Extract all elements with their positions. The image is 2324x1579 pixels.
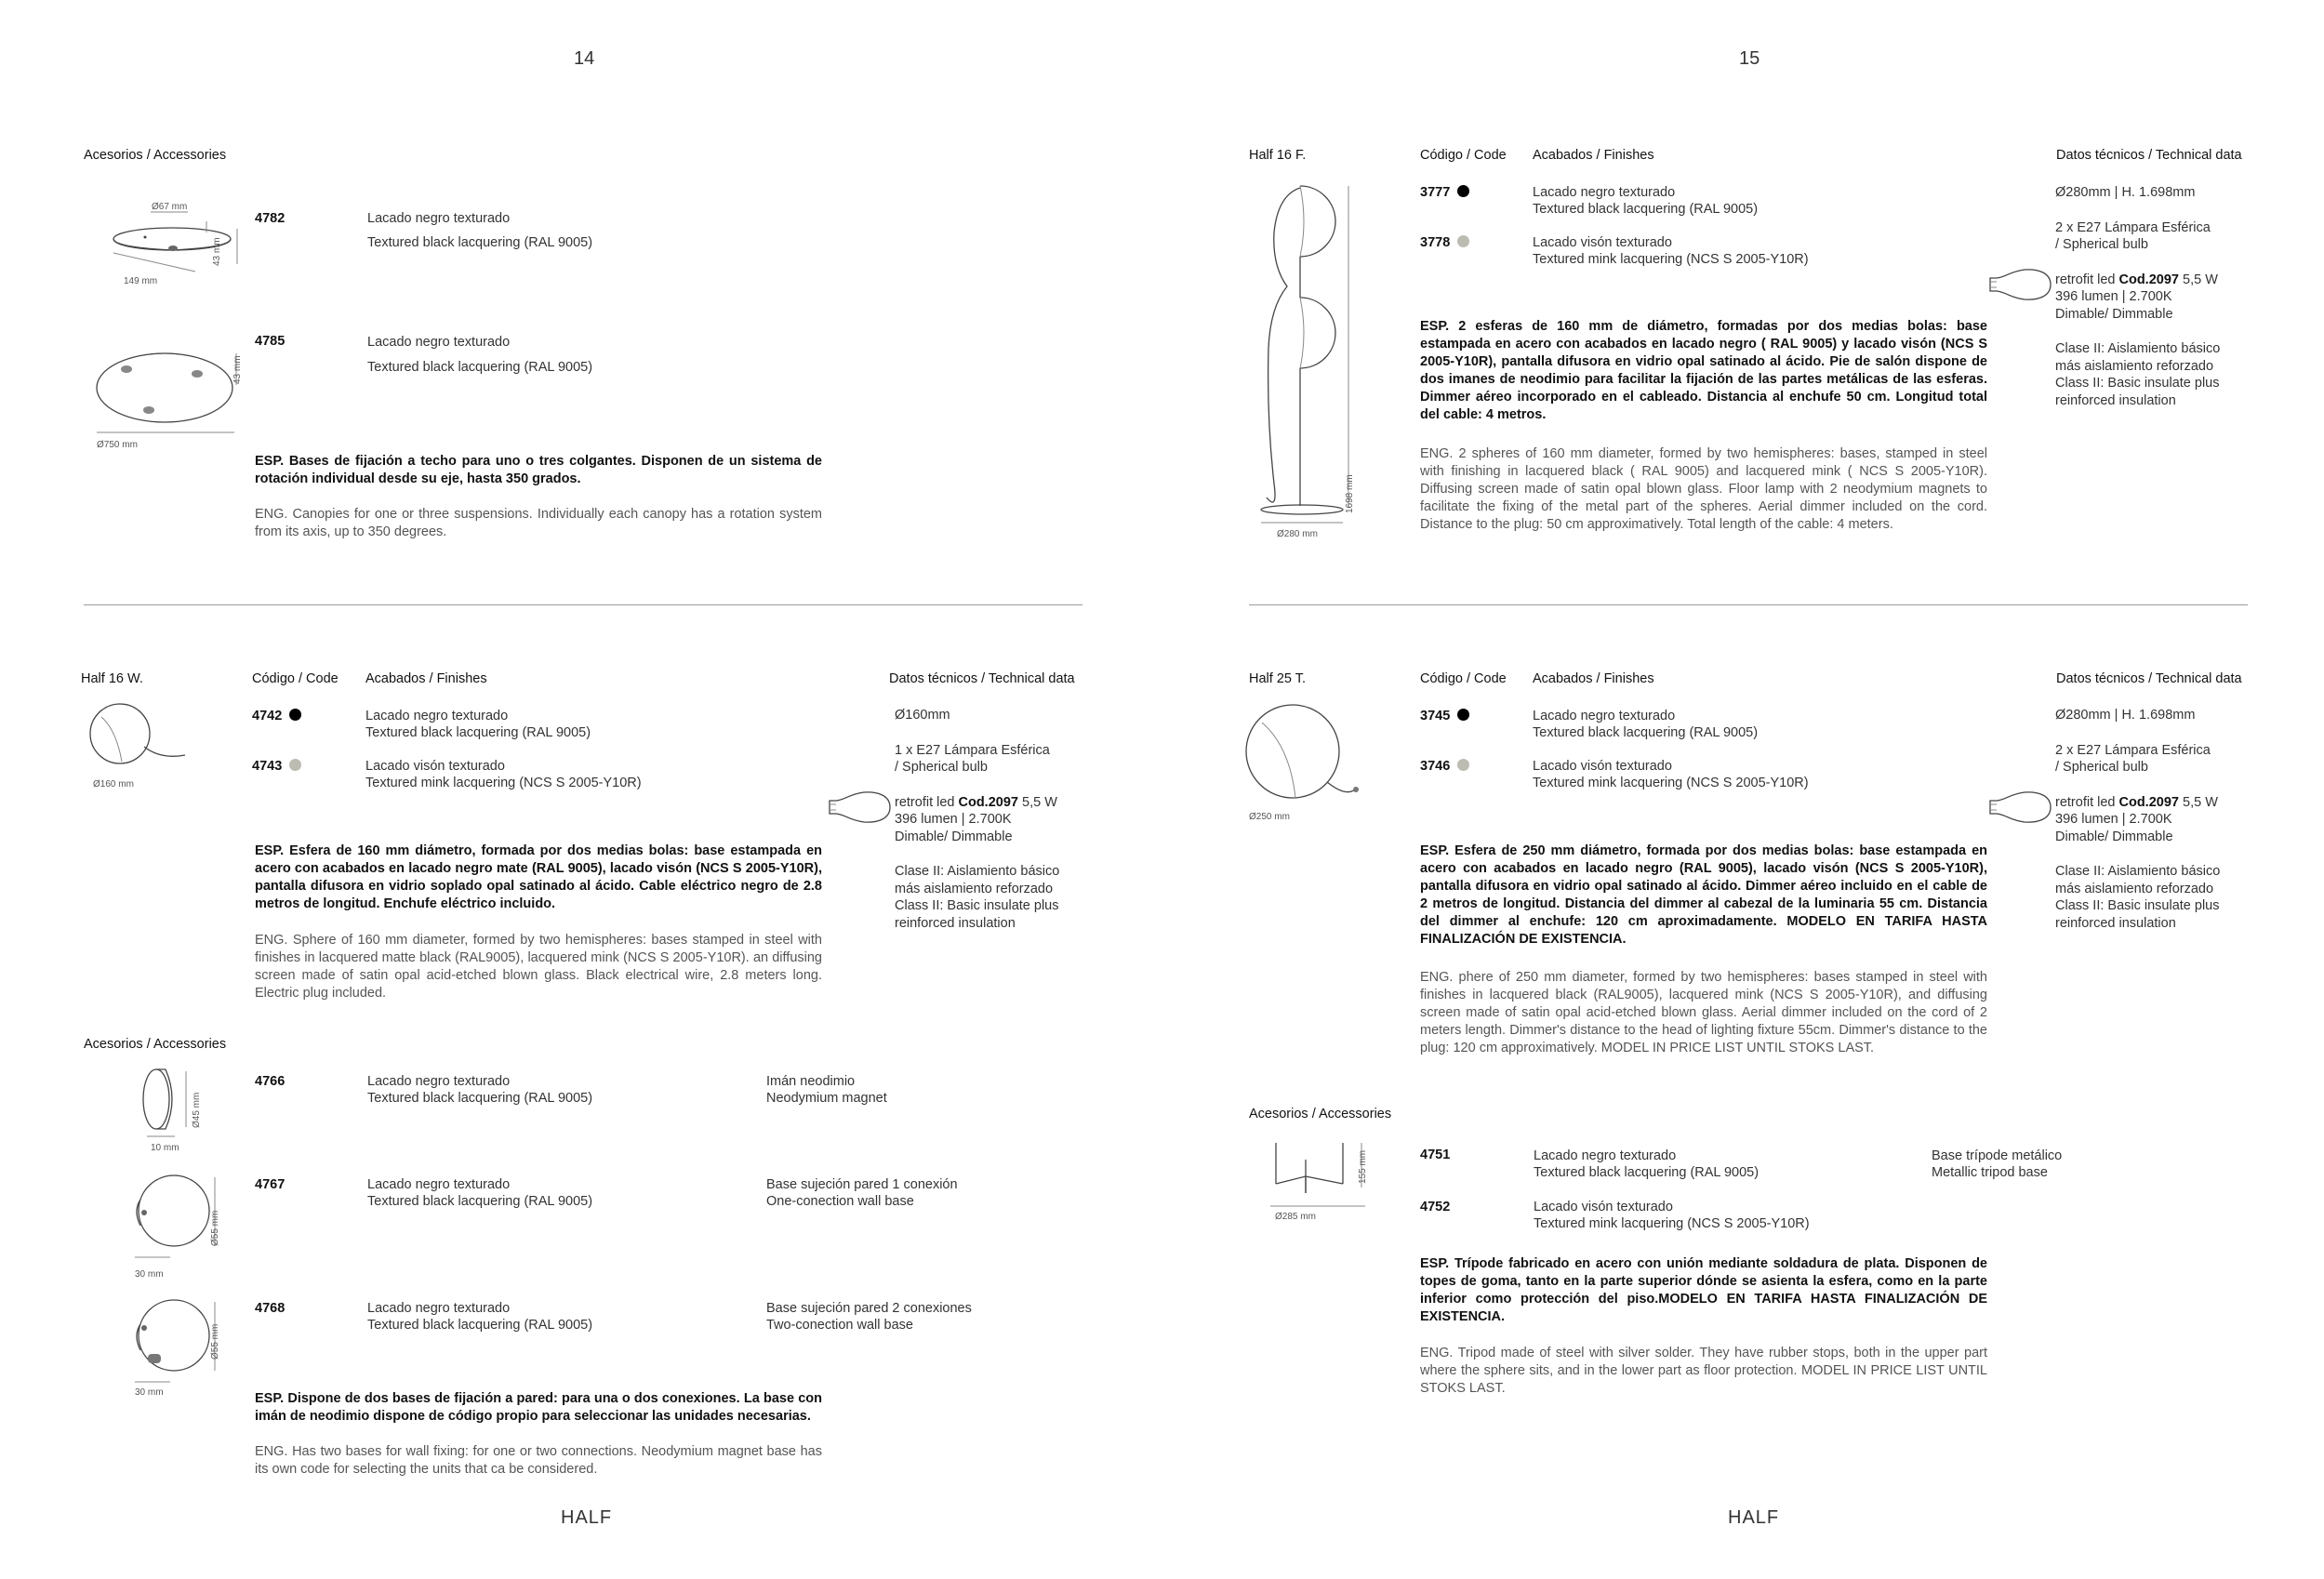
finish-header-half25t: Acabados / Finishes [1533, 671, 1654, 686]
bulb-icon [827, 790, 894, 825]
finish-en-4767: Textured black lacquering (RAL 9005) [367, 1194, 593, 1209]
canopies-eng-text: ENG. Canopies for one or three suspensions. Individually each canopy has a rotation system from its axis, up to 350 degrees. [255, 507, 822, 539]
desc-en-4766: Neodymium magnet [766, 1091, 887, 1106]
tech-class-es-2: más aislamiento reforzado [2055, 358, 2214, 374]
canopies-esp-text: ESP. Bases de fijación a techo para uno o tres colgantes. Disponen de un sistema de rotación individual desde su eje, hasta 350 grados. [255, 454, 822, 486]
dim-magnet-diameter: Ø45 mm [192, 1092, 202, 1128]
tech-lamp: 1 x E27 Lámpara Esférica [895, 742, 1050, 758]
divider-left [84, 604, 1082, 605]
code-4767: 4767 [255, 1177, 286, 1192]
code-4782: 4782 [255, 211, 286, 226]
tech-class-es-1: Clase II: Aislamiento básico [895, 864, 1060, 879]
dim-canopy-triple-diameter: Ø750 mm [97, 440, 138, 450]
desc-en-4767: One-conection wall base [766, 1194, 914, 1209]
finish-en-4751: Textured black lacquering (RAL 9005) [1534, 1165, 1760, 1180]
code-4766: 4766 [255, 1074, 286, 1089]
finish-header-half16f: Acabados / Finishes [1533, 148, 1654, 163]
dim-half16w: Ø160 mm [93, 779, 134, 790]
tech-class-es-1: Clase II: Aislamiento básico [2055, 864, 2221, 879]
product-name-half16w: Half 16 W. [81, 671, 143, 686]
half16f-eng-text: ENG. 2 spheres of 160 mm diameter, formed by two hemispheres: bases, stamped in steel with finishing in lacquered black ( RAL 9005) and lacquered mink ( NCS S 2005-Y10R). Diffusing screen made of satin opal blown glass. Floor lamp with 2 neodymium magnets to facilitate the fixing of the metal part of the spheres. Aerial dimmer included on the cord. Distance to the plug: 50 cm approximatively. Total length of the cable: 4 meters. [1420, 446, 1987, 532]
tech-lumen: 396 lumen | 2.700K [895, 812, 1012, 827]
tech-lumen: 396 lumen | 2.700K [2055, 289, 2172, 304]
tech-class-en-1: Class II: Basic insulate plus [2055, 376, 2220, 391]
code-3746: 3746 [1420, 759, 1469, 774]
tech-lumen: 396 lumen | 2.700K [2055, 812, 2172, 827]
finish-en-3745: Textured black lacquering (RAL 9005) [1533, 725, 1759, 740]
tech-lamp-en: / Spherical bulb [2055, 237, 2148, 252]
finish-en-4752: Textured mink lacquering (NCS S 2005-Y10R) [1534, 1216, 1810, 1231]
dim-canopy-diameter: Ø67 mm [152, 202, 188, 212]
tech-size: Ø280mm | H. 1.698mm [2055, 708, 2196, 723]
bulb-icon [1987, 790, 2054, 825]
tech-class-es-2: más aislamiento reforzado [2055, 881, 2214, 896]
code-3745: 3745 [1420, 709, 1469, 723]
product-name-half16f: Half 16 F. [1249, 148, 1307, 163]
finish-en-3778: Textured mink lacquering (NCS S 2005-Y10R) [1533, 252, 1809, 267]
tech-lamp: 2 x E27 Lámpara Esférica [2055, 742, 2211, 758]
finish-es-4766: Lacado negro texturado [367, 1074, 511, 1089]
wall-acc-esp-text: ESP. Dispone de dos bases de fijación a pared: para una o dos conexiones. La base con imán de neodimio dispone de código propio para seleccionar las unidades necesarias. [255, 1391, 822, 1424]
section-heading-wall-accessories: Acesorios / Accessories [84, 1037, 227, 1052]
finish-es-4752: Lacado visón texturado [1534, 1200, 1673, 1214]
dim-tripod-height: 155 mm [1358, 1149, 1368, 1184]
half16w-drawing [88, 702, 191, 772]
brand-footer-left: HALF [561, 1507, 613, 1528]
code-4742: 4742 [252, 709, 301, 723]
tripod-esp-text: ESP. Trípode fabricado en acero con unión mediante soldadura de plata. Disponen de topes de goma, tanto en la parte superior dónde se asienta la esfera, como en la parte inferior como protección del piso.MODELO EN TARIFA HASTA FINALIZACIÓN DE EXISTENCIA. [1420, 1256, 1987, 1324]
tech-class-es-1: Clase II: Aislamiento básico [2055, 341, 2221, 356]
code-header-half16f: Código / Code [1420, 148, 1507, 163]
tech-led: retrofit led Cod.2097 5,5 W [895, 794, 1057, 810]
desc-en-tripod: Metallic tripod base [1932, 1165, 2048, 1180]
tech-class-en-1: Class II: Basic insulate plus [895, 898, 1059, 913]
tech-class-en-2: reinforced insulation [2055, 392, 2176, 408]
code-3778: 3778 [1420, 235, 1469, 250]
tech-lamp: 2 x E27 Lámpara Esférica [2055, 219, 2211, 235]
tech-header-half16w: Datos técnicos / Technical data [889, 671, 1075, 686]
finish-en-4782: Textured black lacquering (RAL 9005) [367, 235, 593, 250]
product-name-half25t: Half 25 T. [1249, 671, 1306, 686]
desc-es-tripod: Base trípode metálico [1932, 1148, 2063, 1163]
tech-data-half25t [2055, 707, 2251, 932]
finish-es-4743: Lacado visón texturado [365, 759, 505, 774]
color-dot-black [1457, 185, 1469, 197]
desc-es-4767: Base sujeción pared 1 conexión [766, 1177, 958, 1192]
tech-header-half16f: Datos técnicos / Technical data [2056, 148, 2242, 163]
tech-lamp-en: / Spherical bulb [895, 760, 988, 775]
finish-en-4785: Textured black lacquering (RAL 9005) [367, 360, 593, 375]
dim-canopy-width: 149 mm [124, 276, 158, 286]
code-4768: 4768 [255, 1301, 286, 1316]
finish-es-4742: Lacado negro texturado [365, 709, 509, 723]
code-4743: 4743 [252, 759, 301, 774]
half16w-esp-text: ESP. Esfera de 160 mm diámetro, formada por dos medias bolas: base estampada en acero con acabados en lacado negro mate (RAL 9005), lacado visón (NCS S 2005-Y10R), pantalla difusora en vidrio soplado opal satinado al ácido. Cable eléctrico negro de 2.8 metros de longitud. Enchufe eléctrico incluido. [255, 843, 822, 911]
finish-es-3745: Lacado negro texturado [1533, 709, 1676, 723]
tech-class-en-1: Class II: Basic insulate plus [2055, 898, 2220, 913]
tech-dimmable: Dimable/ Dimmable [2055, 306, 2173, 322]
canopy-triple-drawing [93, 344, 242, 442]
section-heading-canopies: Acesorios / Accessories [84, 148, 227, 163]
finish-en-4768: Textured black lacquering (RAL 9005) [367, 1318, 593, 1333]
color-dot-black [289, 709, 301, 721]
dim-canopy-triple-height: 43 mm [232, 355, 243, 384]
dim-half16f-height: 1698 mm [1345, 474, 1355, 513]
finish-es-4767: Lacado negro texturado [367, 1177, 511, 1192]
dim-wall-base-1-diameter: Ø55 mm [210, 1210, 220, 1246]
tech-dimmable: Dimable/ Dimmable [895, 829, 1013, 844]
dim-half25t: Ø250 mm [1249, 812, 1290, 822]
magnet-drawing [130, 1068, 195, 1142]
tech-data-half16w [895, 707, 1081, 932]
finish-en-4766: Textured black lacquering (RAL 9005) [367, 1091, 593, 1106]
desc-es-4768: Base sujeción pared 2 conexiones [766, 1301, 972, 1316]
finish-en-3746: Textured mink lacquering (NCS S 2005-Y10R) [1533, 776, 1809, 790]
dim-wall-base-1-depth: 30 mm [135, 1269, 164, 1280]
code-header-half25t: Código / Code [1420, 671, 1507, 686]
code-4751: 4751 [1420, 1148, 1451, 1162]
half16f-esp-text: ESP. 2 esferas de 160 mm de diámetro, formadas por dos medias bolas: base estampada en acero con acabados en lacado negro ( RAL 9005) y lacado visón (NCS S 2005-Y10R), pantalla difusora en vidrio opal satinado al ácido. Pie de salón dispone de dos imanes de neodimio para facilitar la fijación de las partes metálicas de las esferas. Dimmer aéreo incorporado en el cableado. Distancia al enchufe 50 cm. Longitud total del cable: 4 metros. [1420, 319, 1987, 422]
dim-half16f-base: Ø280 mm [1277, 529, 1318, 539]
desc-en-4768: Two-conection wall base [766, 1318, 913, 1333]
dim-wall-base-2-diameter: Ø55 mm [210, 1323, 220, 1360]
tripod-eng-text: ENG. Tripod made of steel with silver solder. They have rubber stops, both in the upper part where the sphere sits, and in the lower part as floor protection. MODEL IN PRICE LIST UNTIL STOKS LAST. [1420, 1346, 1987, 1396]
finish-es-4782: Lacado negro texturado [367, 211, 511, 226]
code-header-half16w: Código / Code [252, 671, 339, 686]
dim-magnet-depth: 10 mm [151, 1143, 179, 1153]
tech-size: Ø160mm [895, 708, 950, 723]
desc-es-4766: Imán neodimio [766, 1074, 856, 1089]
finish-es-3778: Lacado visón texturado [1533, 235, 1672, 250]
tech-size: Ø280mm | H. 1.698mm [2055, 185, 2196, 200]
finish-es-3746: Lacado visón texturado [1533, 759, 1672, 774]
code-4785: 4785 [255, 334, 286, 349]
code-4752: 4752 [1420, 1200, 1451, 1214]
wall-base-1-drawing [126, 1170, 219, 1263]
tech-class-es-2: más aislamiento reforzado [895, 881, 1054, 896]
tech-lamp-en: / Spherical bulb [2055, 760, 2148, 775]
finish-en-4742: Textured black lacquering (RAL 9005) [365, 725, 591, 740]
tech-led: retrofit led Cod.2097 5,5 W [2055, 272, 2218, 287]
page-number-left: 14 [574, 48, 595, 69]
finish-es-4768: Lacado negro texturado [367, 1301, 511, 1316]
half25t-eng-text: ENG. phere of 250 mm diameter, formed by two hemispheres: bases stamped in steel with finishes in lacquered black (RAL9005), lacquered mink (NCS S 2005-Y10R), and diffusing screen made of satin opal acid-etched blown glass. Aerial dimmer included on the cord of 2 meters length. Dimmer's distance to the head of lighting fixture 55cm. Dimmer's distance to the plug: 120 cm approximatively. MODEL IN PRICE LIST UNTIL STOKS LAST. [1420, 970, 1987, 1055]
section-heading-tripod-accessories: Acesorios / Accessories [1249, 1107, 1392, 1121]
tech-class-en-2: reinforced insulation [2055, 915, 2176, 931]
finish-header-half16w: Acabados / Finishes [365, 671, 487, 686]
wall-acc-eng-text: ENG. Has two bases for wall fixing: for one or two connections. Neodymium magnet base has its own code for selecting the units that ca be considered. [255, 1444, 822, 1477]
tech-header-half25t: Datos técnicos / Technical data [2056, 671, 2242, 686]
half25t-drawing [1242, 702, 1372, 806]
dim-canopy-height: 43 mm [212, 237, 222, 266]
tech-data-half16f [2055, 184, 2251, 409]
tech-led: retrofit led Cod.2097 5,5 W [2055, 794, 2218, 810]
color-dot-mink [1457, 759, 1469, 771]
brand-footer-right: HALF [1728, 1507, 1780, 1528]
color-dot-black [1457, 709, 1469, 721]
divider-right [1249, 604, 2248, 605]
page-number-right: 15 [1739, 48, 1760, 69]
tech-class-en-2: reinforced insulation [895, 915, 1016, 931]
tech-dimmable: Dimable/ Dimmable [2055, 829, 2173, 844]
half16w-eng-text: ENG. Sphere of 160 mm diameter, formed by two hemispheres: bases stamped in steel with finishes in lacquered matte black (RAL9005), lacquered mink (NCS S 2005-Y10R). an diffusing screen made of satin opal acid-etched blown glass. Black electrical wire, 2.8 meters long. Electric plug included. [255, 933, 822, 1001]
dim-tripod-diameter: Ø285 mm [1275, 1212, 1316, 1222]
half25t-esp-text: ESP. Esfera de 250 mm diámetro, formada por dos medias bolas: base estampada en acero con acabados en lacado negro (RAL 9005), lacado visón (NCS S 2005-Y10R), pantalla difusora en vidrio opal satinado al ácido. Dimmer aéreo incluido en el cable de 2 metros de longitud. Distancia del dimmer al cabezal de la luminaria 55 cm. Distancia del dimmer al enchufe: 120 cm aproximadamente. MODELO EN TARIFA HASTA FINALIZACIÓN DE EXISTENCIA. [1420, 843, 1987, 947]
bulb-icon [1987, 267, 2054, 302]
finish-es-4751: Lacado negro texturado [1534, 1148, 1677, 1163]
dim-wall-base-2-depth: 30 mm [135, 1387, 164, 1398]
color-dot-mink [289, 759, 301, 771]
finish-es-3777: Lacado negro texturado [1533, 185, 1676, 200]
wall-base-2-drawing [126, 1294, 219, 1387]
code-3777: 3777 [1420, 185, 1469, 200]
color-dot-mink [1457, 235, 1469, 247]
finish-en-3777: Textured black lacquering (RAL 9005) [1533, 202, 1759, 217]
finish-en-4743: Textured mink lacquering (NCS S 2005-Y10R) [365, 776, 642, 790]
finish-es-4785: Lacado negro texturado [367, 335, 511, 350]
